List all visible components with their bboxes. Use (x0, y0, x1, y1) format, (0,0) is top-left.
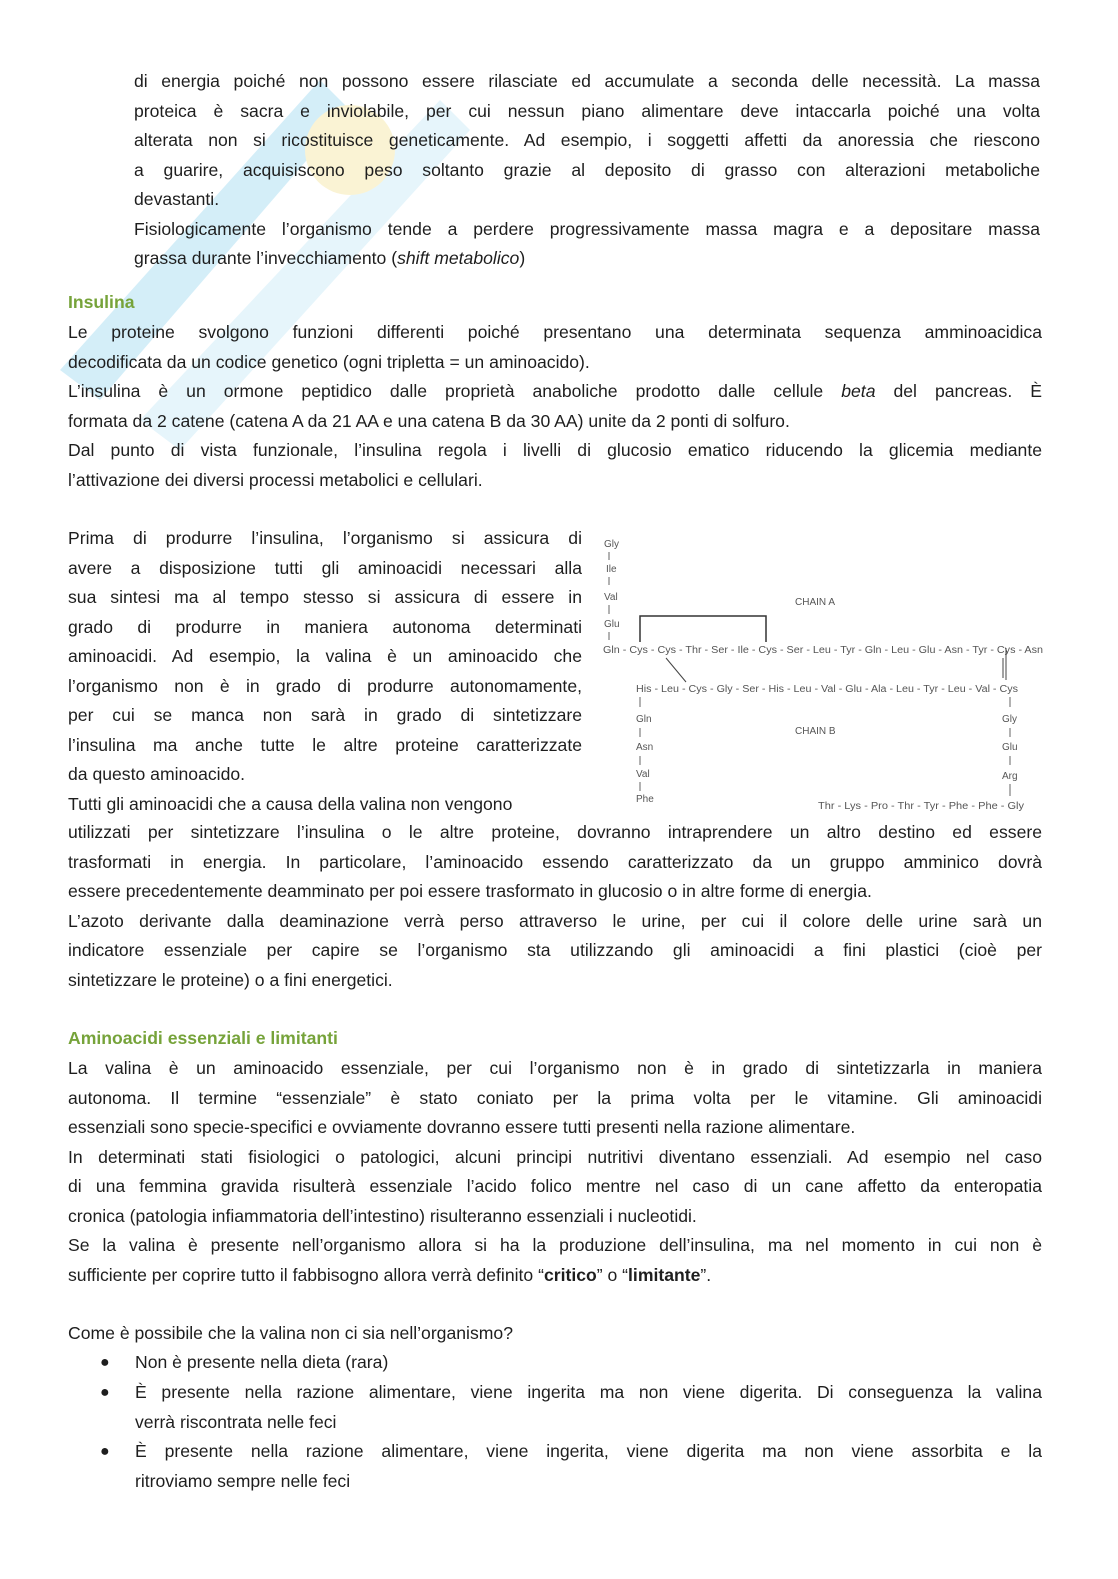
text-line: indicatore essenziale per capire se l’organismo sta utilizzando gli aminoacidi a fini plastici (cioè per (68, 940, 1042, 960)
text-line: Non è presente nella dieta (rara) (135, 1352, 389, 1372)
insulina-side-paragraph (68, 524, 582, 819)
text-line: La valina è un aminoacido essenziale, per cui l’organismo non è in grado di sintetizzarla in maniera (68, 1058, 1042, 1078)
text-line: In determinati stati fisiologici o patologici, alcuni principi nutritivi diventano essenziali. Ad esempio nel caso (68, 1146, 1042, 1167)
list-item (68, 1378, 1042, 1438)
emphasis-text: beta (841, 381, 876, 401)
list-item (68, 1437, 1042, 1497)
aa-label: Glu (604, 619, 620, 630)
aa-label: Asn (636, 742, 654, 753)
emphasis-text: shift metabolico (397, 248, 520, 268)
text-line: Fisiologicamente l’organismo tende a perdere progressivamente massa magra e a depositare massa (134, 218, 1040, 239)
text-line: l’insulina ma anche tutte le altre proteine caratterizzate (68, 734, 582, 755)
intro-paragraph (134, 67, 1040, 274)
aa-label: Arg (1002, 771, 1018, 782)
text-line: Le proteine svolgono funzioni differenti poiché presentano una determinata sequenza amminoacidica (68, 322, 1042, 342)
text-line: Dal punto di vista funzionale, l’insulina regola i livelli di glucosio ematico riducendo la glicemia mediante (68, 440, 1042, 460)
text-line: essenziali sono specie-specifici e ovviamente dovranno essere tutti presenti nella razione alimentare. (68, 1117, 856, 1137)
aa-label: Ile (606, 564, 617, 575)
bullet-icon: ● (100, 1384, 110, 1401)
text-line: trasformati in energia. In particolare, l’aminoacido essendo caratterizzato da un gruppo amminico dovrà (68, 851, 1042, 872)
aa-label: Gln (636, 714, 652, 725)
section-heading-aminoacidi: Aminoacidi essenziali e limitanti (68, 1028, 338, 1048)
section-heading-insulina: Insulina (68, 292, 135, 312)
text-line: Se la valina è presente nell’organismo allora si ha la produzione dell’insulina, ma nel momento in cui non è (68, 1235, 1042, 1255)
chain-b-sequence: His - Leu - Cys - Gly - Ser - His - Leu - Val - Glu - Ala - Leu - Tyr - Leu - Val - Cys (636, 684, 1018, 695)
text-line: autonoma. Il termine “essenziale” è stato coniato per la prima volta per le vitamine. Gli aminoacidi (68, 1087, 1042, 1108)
text-line: ritroviamo sempre nelle feci (135, 1470, 351, 1491)
aminoacidi-paragraph (68, 1054, 1042, 1290)
text-line: sufficiente per coprire tutto il fabbisogno allora verrà definito “critico” o “limitante”. (68, 1264, 712, 1285)
text-line: verrà riscontrata nelle feci (135, 1411, 337, 1432)
text-line: È presente nella razione alimentare, viene ingerita ma non viene digerita. Di conseguenza la valina (135, 1382, 1042, 1402)
text-line: proteica è sacra e inviolabile, per cui nessun piano alimentare deve intaccarla poiché una volta (134, 100, 1040, 121)
text-line: l’organismo non è in grado di produrre autonomamente, (68, 675, 582, 696)
text-line: sua sintesi ma al tempo stesso si assicura di essere in (68, 587, 582, 607)
text-line: di una femmina gravida risulterà essenziale l’acido folico mentre nel caso di un cane affetto da enteropatia (68, 1176, 1042, 1196)
bold-term: critico (543, 1264, 597, 1285)
chain-b-tail: Thr - Lys - Pro - Thr - Tyr - Phe - Phe - Gly (818, 801, 1024, 812)
text-line: cronica (patologia infiammatoria dell’intestino) risulteranno essenziali i nucleotidi. (68, 1205, 697, 1226)
text-line: l’attivazione dei diversi processi metabolici e cellulari. (68, 469, 483, 490)
insulina-continued-paragraph (68, 818, 1042, 995)
text-line: devastanti. (134, 189, 220, 209)
text-line: decodificata da un codice genetico (ogni tripletta = un aminoacido). (68, 351, 590, 372)
aa-label: Gly (1002, 714, 1017, 725)
text-line: Prima di produrre l’insulina, l’organismo si assicura di (68, 528, 582, 548)
text-line: per cui se manca non sarà in grado di sintetizzare (68, 705, 582, 725)
question-line (68, 1319, 1042, 1349)
chain-a-label: CHAIN A (795, 597, 836, 608)
text-line: sintetizzare le proteine) o a fini energetici. (68, 969, 393, 990)
text-line: grado di produrre in maniera autonoma determinati (68, 616, 582, 637)
text-line: L’insulina è un ormone peptidico dalle proprietà anaboliche prodotto dalle cellule beta del pancreas. È (68, 381, 1042, 401)
bullet-icon: ● (100, 1443, 110, 1460)
text-line: di energia poiché non possono essere rilasciate ed accumulate a seconda delle necessità. La massa (134, 71, 1040, 91)
insulin-structure-diagram (600, 530, 1048, 820)
text-line: aminoacidi. Ad esempio, la valina è un aminoacido che (68, 646, 582, 666)
bullet-icon: ● (100, 1354, 110, 1371)
text-line: È presente nella razione alimentare, viene ingerita, viene digerita ma non viene assorbita e la (135, 1441, 1042, 1461)
aa-label: Val (604, 592, 618, 603)
text-line: avere a disposizione tutti gli aminoacidi necessari alla (68, 557, 582, 578)
text-line: da questo aminoacido. (68, 764, 246, 784)
insulina-paragraph (68, 318, 1042, 495)
text-line: essere precedentemente deamminato per poi essere trasformato in glucosio o in altre forme di energia. (68, 881, 872, 901)
aa-label: Phe (636, 794, 654, 805)
text-line: alterata non si ricostituisce geneticamente. Ad esempio, i soggetti affetti da anoressia che riescono (134, 130, 1040, 150)
aa-label: Val (636, 769, 650, 780)
text-line: Tutti gli aminoacidi che a causa della valina non vengono (68, 793, 513, 814)
text-line: formata da 2 catene (catena A da 21 AA e una catena B da 30 AA) unite da 2 ponti di solfuro. (68, 410, 790, 431)
text-line: grassa durante l’invecchiamento (shift metabolico) (134, 248, 526, 268)
text-line: utilizzati per sintetizzare l’insulina o le altre proteine, dovranno intraprendere un altro destino ed essere (68, 822, 1042, 842)
aa-label: Gly (604, 539, 619, 550)
text-line: L’azoto derivante dalla deaminazione verrà perso attraverso le urine, per cui il colore delle urine sarà un (68, 910, 1042, 931)
chain-a-sequence: Gln - Cys - Cys - Thr - Ser - Ile - Cys - Ser - Leu - Tyr - Gln - Leu - Glu - Asn - Tyr - Cys - Asn (603, 645, 1043, 656)
bold-term: limitante (628, 1264, 701, 1285)
aa-label: Glu (1002, 742, 1018, 753)
text-line: a guarire, acquisiscono peso soltanto grazie al deposito di grasso con alterazioni metaboliche (134, 159, 1040, 180)
chain-b-label: CHAIN B (795, 726, 836, 737)
text-line: Come è possibile che la valina non ci sia nell’organismo? (68, 1323, 513, 1343)
list-item (68, 1348, 1042, 1378)
